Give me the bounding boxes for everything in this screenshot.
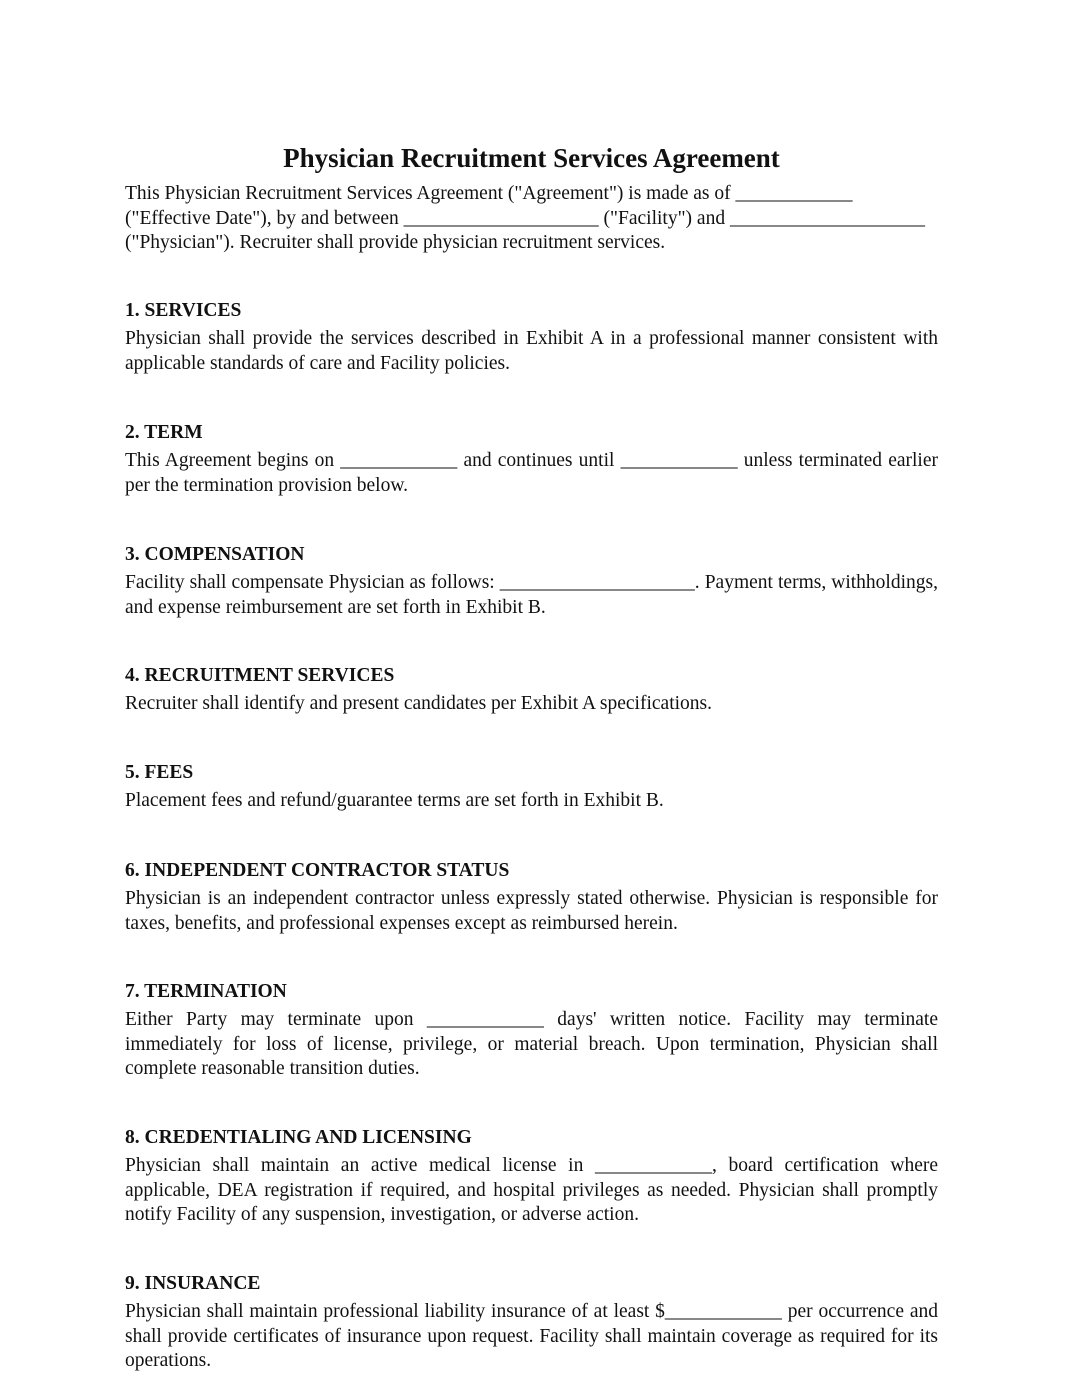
document-title: Physician Recruitment Services Agreement (283, 143, 780, 174)
section-independent-contractor-status (125, 859, 938, 936)
section-heading: 2. TERM (125, 422, 203, 443)
section-body: Physician is an independent contractor unless expressly stated otherwise. Physician is responsible for taxes, benefits, and professional expenses except as reimbursed herein. (125, 888, 938, 934)
section-termination (125, 980, 938, 1082)
section-heading: 5. FEES (125, 762, 194, 783)
section-insurance (125, 1272, 938, 1374)
section-body: Physician shall maintain an active medical license in ____________, board certification where applicable, DEA registration if required, and hospital privileges as needed. Physician shall promptly notify Facility of any suspension, investigation, or adverse action. (125, 1155, 938, 1225)
section-compensation (125, 543, 938, 620)
section-heading: 6. INDEPENDENT CONTRACTOR STATUS (125, 860, 510, 881)
section-body: Recruiter shall identify and present candidates per Exhibit A specifications. (125, 693, 712, 714)
section-fees (125, 761, 938, 814)
section-body: Facility shall compensate Physician as follows: ____________________. Payment terms, withholdings, and expense reimbursement are set forth in Exhibit B. (125, 572, 938, 618)
section-services (125, 299, 938, 376)
section-credentialing-and-licensing (125, 1126, 938, 1228)
section-heading: 4. RECRUITMENT SERVICES (125, 665, 395, 686)
section-recruitment-services (125, 664, 938, 717)
section-heading: 3. COMPENSATION (125, 544, 305, 565)
section-body: Physician shall maintain professional liability insurance of at least $____________ per occurrence and shall provide certificates of insurance upon request. Facility shall maintain coverage as required for its operations. (125, 1301, 938, 1371)
section-heading: 8. CREDENTIALING AND LICENSING (125, 1127, 472, 1148)
section-heading: 1. SERVICES (125, 300, 242, 321)
section-body: Physician shall provide the services described in Exhibit A in a professional manner consistent with applicable standards of care and Facility policies. (125, 328, 938, 374)
intro-paragraph: This Physician Recruitment Services Agreement ("Agreement") is made as of ____________ ("Effective Date"), by and between ____________________ ("Facility") and ____________________ ("Physician"). Recruiter shall provide physician recruitment services. (125, 183, 925, 253)
section-body: This Agreement begins on ____________ and continues until ____________ unless terminated earlier per the termination provision below. (125, 450, 938, 496)
section-term (125, 421, 938, 498)
section-heading: 7. TERMINATION (125, 981, 287, 1002)
section-body: Either Party may terminate upon ____________ days' written notice. Facility may terminate immediately for loss of license, privilege, or material breach. Upon termination, Physician shall complete reasonable transition duties. (125, 1009, 938, 1079)
section-body: Placement fees and refund/guarantee terms are set forth in Exhibit B. (125, 790, 664, 811)
section-heading: 9. INSURANCE (125, 1273, 261, 1294)
